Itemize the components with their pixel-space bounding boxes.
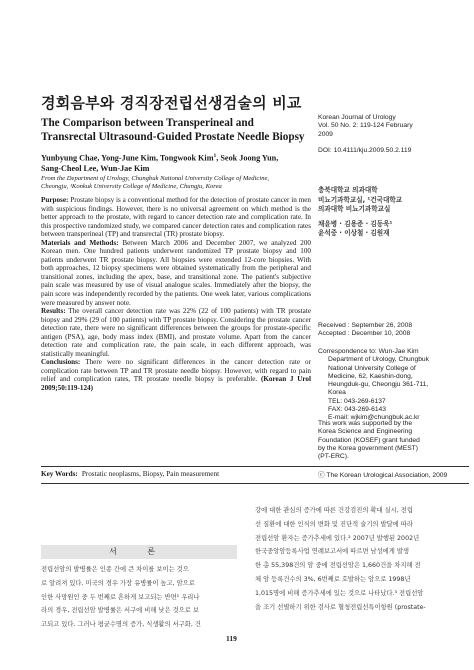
abstract-conclusions <box>41 358 311 392</box>
correspondence-line6: Korea <box>328 389 346 397</box>
affiliation-line2: Cheongju, ¹Konkuk University College of Medicine, Chungju, Korea <box>41 183 222 191</box>
results-text: The overall cancer detection rate was 22% (22 of 100 patients) with TR prostate biopsy and 29% (29 of 100 patients) with TP prostate biopsy. Considering the prostate cancer detection rate, there were no significant differences between the groups for prostate-specific antigen (PSA), age, body mass index (BMI), and prostate volume. Apart from the cancer detection rate and complication rate, the pain scale, in each different approach, was statistically meaningful. <box>41 307 311 358</box>
korean-authors-line1: 채윤병 · 김용준 · 김동욱¹ <box>318 219 393 228</box>
english-title: The Comparison between Transperineal and Transrectal Ultrasound-Guided Prostate Needle Biopsy <box>41 117 305 143</box>
funding-line2: Korea Science and Engineering <box>318 428 413 436</box>
keywords-bottom-rule <box>41 483 469 484</box>
results-label: Results: <box>41 307 66 316</box>
intro-right-line: 한국중앙암등록사업 연례보고서에 따르면 남성에게 발생 <box>255 548 409 556</box>
korean-affiliation <box>318 186 468 239</box>
keywords-top-rule <box>41 466 469 467</box>
purpose-text: Prostate biopsy is a conventional method for the detection of prostate cancer in men with suspicious findings. However, there is no universal agreement on which method is the better approach to the prostate, with regard to cancer detection rate and complication rate. In this prospective randomized study, we compared cancer detection rates and complication rates between transperineal (TP) and transrectal (TR) prostate biopsy. <box>41 196 311 239</box>
correspondence-line4: Medicine, 62, Kaeshin-dong, <box>328 372 413 380</box>
intro-right-line: 강에 대한 관심의 증가에 따른 건강검진의 확대 실시, 전립 <box>255 507 413 514</box>
korean-affiliation-line2: 비뇨기과학교실, ¹건국대학교 <box>318 195 403 204</box>
correspondence-line1: Correspondence to: Wun-Jae Kim <box>318 348 419 355</box>
conclusions-label: Conclusions: <box>41 358 81 367</box>
journal-year: 2009 <box>318 130 333 138</box>
authors <box>41 151 311 175</box>
correspondence-line5: Heungduk-gu, Cheongju 361-711, <box>328 381 429 389</box>
correspondence-line3: National University College of <box>328 364 416 372</box>
korean-authors-line2: 윤석중 · 이상철 · 김원재 <box>318 229 390 237</box>
affiliation-line1: From the Department of Urology, Chungbuk National University College of Medicine, <box>41 175 270 182</box>
journal-doi: DOI: 10.4111/kju.2009.50.2.119 <box>318 146 412 154</box>
methods-text: Between March 2006 and December 2007, we analyzed 200 Korean men. One hundred patients underwent randomized TP prostate biopsy and 100 patients underwent TR prostate biopsy. All biopsies were extended 12-core biopsies. With both approaches, 12 biopsy specimens were obtained systematically from the peripheral and transitional zones, including the apex, base, and transitional zone. The patient's subjective pain scale was measured by use of visual analogue scales. Immediately after the biopsy, the pain score was independently recorded by the patients. One week later, various complications were measured by answer note. <box>41 238 311 307</box>
abstract-results <box>41 307 311 358</box>
intro-left-column <box>41 563 237 632</box>
dates <box>318 322 468 339</box>
received-date: Received : September 26, 2008 <box>318 322 413 329</box>
journal-volume: Vol. 50 No. 2: 119-124 February <box>318 122 413 130</box>
abstract <box>41 196 311 393</box>
authors-line1: Yunbyung Chae, Yong-June Kim, Tongwook Kim <box>41 153 214 163</box>
methods-label: Materials and Methods: <box>41 238 119 247</box>
korean-title: 경회음부와 경직장전립선생검술의 비교 <box>41 94 302 112</box>
funding <box>318 420 468 461</box>
korean-affiliation-line3: 의과대학 비뇨기과학교실 <box>318 205 391 213</box>
correspondence-tel: TEL: 043-269-6137 <box>328 397 386 405</box>
intro-right-column <box>255 504 451 614</box>
intro-right-line: 1,015명에 비해 증가추세에 있는 것으로 나타났다.³ 전립선암 <box>255 589 424 597</box>
affiliation <box>41 175 311 192</box>
correspondence-line2: Department of Urology, Chungbuk <box>328 356 429 364</box>
conclusions-text: There were no significant differences in the cancer detection rate or complication rate between TP and TR prostate needle biopsy. However, with regard to pain relief and complication rates, TR prostate needle biopsy is preferable. <box>41 358 311 384</box>
accepted-date: Accepted : December 10, 2008 <box>318 330 411 338</box>
key-words-label: Key Words: <box>41 470 78 478</box>
funding-line3: Foundation (KOSEF) grant funded <box>318 436 420 444</box>
copyright: ⓒ The Korean Urological Association, 2009 <box>318 472 448 479</box>
intro-right-line: 을 조기 선별하기 위한 검사로 혈청전립선특이항원 (prostate- <box>255 603 426 611</box>
citation: (Korean J Urol 2009;50:119-124) <box>41 375 311 393</box>
intro-left-line: 라의 경우, 전립선암 발병률은 서구에 비해 낮은 것으로 보 <box>41 607 199 615</box>
intro-right-line: 체 암 등록건수의 3%, 6번째로 호발하는 암으로 1998년 <box>255 575 411 583</box>
abstract-methods <box>41 239 311 307</box>
key-words <box>41 470 311 478</box>
purpose-label: Purpose: <box>41 196 69 204</box>
intro-right-line: 전립선암 환자는 증가추세에 있다.² 2007년 발행된 2002년 <box>255 534 420 542</box>
intro-right-line: 한 총 55,398건의 암 중에 전립선암은 1,660건을 차지해 전 <box>255 562 421 570</box>
funding-line4: by the Korea government (MEST) <box>318 444 418 452</box>
correspondence <box>318 348 468 423</box>
authors-line2: Sang-Cheol Lee, Wun-Jae Kim <box>41 164 150 174</box>
key-words-text: Prostatic neoplasms, Biopsy, Pain measurement <box>81 470 220 478</box>
intro-left-line: 전립선암의 발병률은 인종 간에 큰 차이를 보이는 것으 <box>41 566 189 573</box>
journal-info <box>318 114 468 155</box>
page-number: 119 <box>226 634 237 643</box>
intro-left-line: 인한 사망원인 중 두 번째로 흔하게 보고되는 반면¹ 우리나 <box>41 593 200 601</box>
author-affiliation-mark: 1 <box>213 153 217 159</box>
funding-line1: This work was supported by the <box>318 420 413 427</box>
correspondence-fax: FAX: 043-269-6143 <box>328 406 386 414</box>
intro-left-line: 고되고 있다. 그러나 평균수명의 증가, 식생활의 서구화, 건 <box>41 621 201 629</box>
intro-left-line: 로 알려져 있다. 미국의 경우 가장 유병률이 높고, 암으로 <box>41 579 195 587</box>
abstract-purpose <box>41 196 311 239</box>
intro-right-line: 선 질환에 대한 인식의 변화 및 진단적 술기의 발달에 따라 <box>255 520 413 528</box>
authors-line1-tail: , Seok Joong Yun, <box>216 153 279 163</box>
funding-line5: (PT-ERC). <box>318 453 349 461</box>
correspondence-email: E-mail: wjkim@chungbuk.ac.kr <box>328 414 420 422</box>
journal-name: Korean Journal of Urology <box>318 114 396 121</box>
intro-heading: 서 론 <box>41 545 237 559</box>
korean-affiliation-line1: 충북대학교 의과대학 <box>318 186 378 194</box>
